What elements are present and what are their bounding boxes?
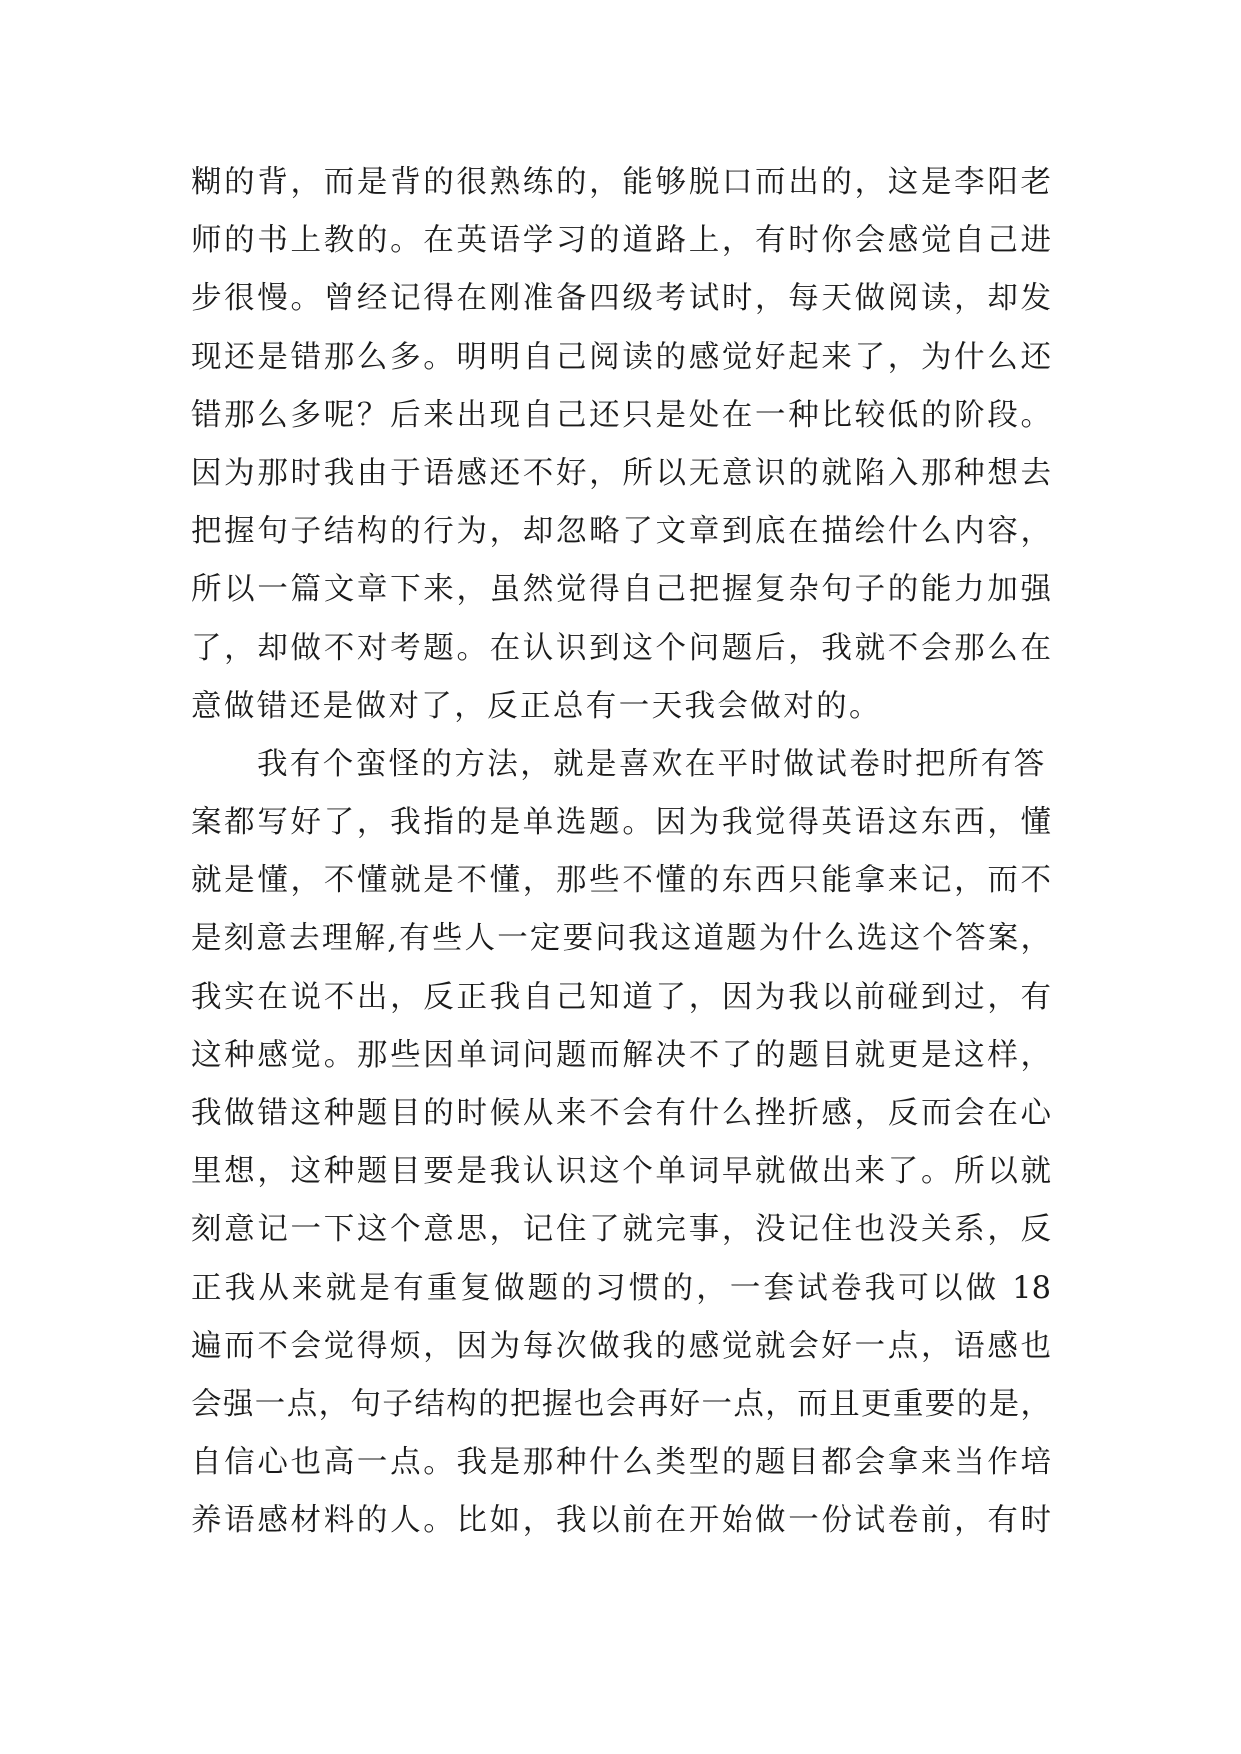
text-line: 这种感觉。那些因单词问题而解决不了的题目就更是这样， [191, 1037, 1051, 1073]
text-line: 养语感材料的人。比如，我以前在开始做一份试卷前，有时 [191, 1503, 1051, 1539]
text-line: 错那么多呢？后来出现自己还只是处在一种比较低的阶段。 [191, 397, 1051, 433]
text-line: 所以一篇文章下来，虽然觉得自己把握复杂句子的能力加强 [191, 572, 1051, 608]
text-line: 了，却做不对考题。在认识到这个问题后，我就不会那么在 [191, 630, 1051, 666]
text-line: 就是懂，不懂就是不懂，那些不懂的东西只能拿来记，而不 [191, 863, 1051, 899]
paragraph-first-line: 我有个蛮怪的方法，就是喜欢在平时做试卷时把所有答 [257, 746, 1047, 782]
text-line: 遍而不会觉得烦，因为每次做我的感觉就会好一点，语感也 [191, 1328, 1051, 1364]
text-line: 现还是错那么多。明明自己阅读的感觉好起来了，为什么还 [191, 339, 1051, 375]
body-text [191, 154, 1051, 1551]
text-line: 糊的背，而是背的很熟练的，能够脱口而出的，这是李阳老 [191, 165, 1051, 200]
text-line: 正我从来就是有重复做题的习惯的，一套试卷我可以做 18 [191, 1270, 1051, 1306]
text-line: 我做错这种题目的时候从来不会有什么挫折感，反而会在心 [191, 1096, 1051, 1131]
text-line: 步很慢。曾经记得在刚准备四级考试时，每天做阅读，却发 [191, 281, 1051, 317]
text-line: 是刻意去理解,有些人一定要问我这道题为什么选这个答案， [191, 921, 1051, 957]
text-line: 把握句子结构的行为，却忽略了文章到底在描绘什么内容， [191, 514, 1051, 550]
text-line: 刻意记一下这个意思，记住了就完事，没记住也没关系，反 [191, 1212, 1051, 1248]
text-line: 会强一点，句子结构的把握也会再好一点，而且更重要的是， [191, 1386, 1051, 1422]
text-line: 师的书上教的。在英语学习的道路上，有时你会感觉自己进 [191, 223, 1051, 259]
text-line: 因为那时我由于语感还不好，所以无意识的就陷入那种想去 [191, 455, 1051, 491]
text-line: 里想，这种题目要是我认识这个单词早就做出来了。所以就 [191, 1154, 1051, 1190]
text-line: 自信心也高一点。我是那种什么类型的题目都会拿来当作培 [191, 1445, 1051, 1481]
text-line: 意做错还是做对了，反正总有一天我会做对的。 [191, 688, 882, 724]
text-line: 案都写好了，我指的是单选题。因为我觉得英语这东西，懂 [191, 805, 1051, 841]
text-line: 我实在说不出，反正我自己知道了，因为我以前碰到过，有 [191, 979, 1051, 1015]
